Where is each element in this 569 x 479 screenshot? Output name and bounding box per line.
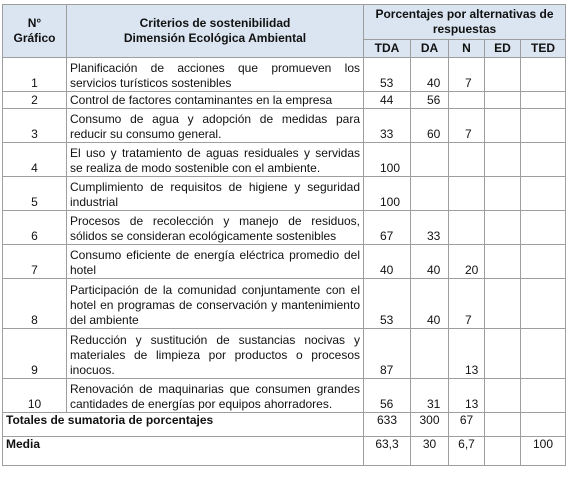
row-number: 4 <box>3 143 67 177</box>
percentage-cell <box>485 329 521 379</box>
percentage-cell <box>521 143 566 177</box>
percentage-cell: 33 <box>411 211 449 245</box>
column-header: N <box>449 40 485 58</box>
percentage-cell <box>521 92 566 109</box>
media-label: Media <box>3 437 364 466</box>
table-row <box>3 109 566 143</box>
criteria-text: Planificación de acciones que promueven los servicios turísticos sostenibles <box>67 58 364 92</box>
header-number-line2: Gráfico <box>13 31 56 45</box>
header-criteria-line2: Dimensión Ecológica Ambiental <box>123 31 307 45</box>
column-header: TED <box>521 40 566 58</box>
percentage-cell <box>485 143 521 177</box>
row-number: 8 <box>3 279 67 329</box>
table-row <box>3 58 566 92</box>
percentage-cell: 56 <box>411 92 449 109</box>
percentage-cell <box>411 177 449 211</box>
table-row <box>3 177 566 211</box>
percentage-cell <box>521 379 566 413</box>
header-number <box>3 5 67 58</box>
totals-cell: 67 <box>449 413 485 437</box>
percentage-cell: 100 <box>364 143 411 177</box>
table-row <box>3 329 566 379</box>
totals-cell: 633 <box>364 413 411 437</box>
percentage-cell <box>449 92 485 109</box>
totals-row <box>3 413 566 437</box>
criteria-text: Control de factores contaminantes en la empresa <box>67 92 364 109</box>
table-row <box>3 279 566 329</box>
row-number: 3 <box>3 109 67 143</box>
criteria-text: Consumo de agua y adopción de medidas para reducir su consumo general. <box>67 109 364 143</box>
row-number: 10 <box>3 379 67 413</box>
percentage-cell: 40 <box>364 245 411 279</box>
percentage-cell <box>449 211 485 245</box>
percentage-cell <box>485 109 521 143</box>
percentage-cell: 53 <box>364 279 411 329</box>
table-row <box>3 92 566 109</box>
media-cell <box>485 437 521 466</box>
column-header: ED <box>485 40 521 58</box>
percentage-cell <box>449 177 485 211</box>
row-number: 1 <box>3 58 67 92</box>
header-number-line1: N° <box>27 16 42 30</box>
percentage-cell: 33 <box>364 109 411 143</box>
percentage-cell: 60 <box>411 109 449 143</box>
percentage-cell: 44 <box>364 92 411 109</box>
header-criteria <box>67 5 364 58</box>
percentage-cell <box>521 109 566 143</box>
media-cell: 100 <box>521 437 566 466</box>
percentage-cell <box>485 177 521 211</box>
percentage-cell: 7 <box>449 279 485 329</box>
percentage-cell: 13 <box>449 379 485 413</box>
table-row <box>3 379 566 413</box>
criteria-text: Participación de la comunidad conjuntamente con el hotel en programas de conservación y mantenimiento del ambiente <box>67 279 364 329</box>
table-row <box>3 211 566 245</box>
percentage-cell: 40 <box>411 58 449 92</box>
percentage-cell <box>521 58 566 92</box>
row-number: 5 <box>3 177 67 211</box>
header-percentages: Porcentajes por alternativas de respuestas <box>364 5 566 40</box>
media-cell: 63,3 <box>364 437 411 466</box>
percentage-cell <box>485 279 521 329</box>
percentage-cell: 53 <box>364 58 411 92</box>
criteria-table <box>2 4 566 466</box>
percentage-cell <box>485 379 521 413</box>
totals-cell <box>521 413 566 437</box>
criteria-text: El uso y tratamiento de aguas residuales y servidas se realiza de modo sostenible con el ambiente. <box>67 143 364 177</box>
percentage-cell: 56 <box>364 379 411 413</box>
header-criteria-line1: Criterios de sostenibilidad <box>139 16 291 30</box>
percentage-cell <box>411 329 449 379</box>
percentage-cell: 7 <box>449 58 485 92</box>
percentage-cell <box>521 211 566 245</box>
percentage-cell <box>485 58 521 92</box>
criteria-text: Reducción y sustitución de sustancias nocivas y materiales de limpieza por productos o procesos inocuos. <box>67 329 364 379</box>
criteria-text: Renovación de maquinarias que consumen grandes cantidades de energías por equipos ahorradores. <box>67 379 364 413</box>
media-cell: 30 <box>411 437 449 466</box>
totals-cell: 300 <box>411 413 449 437</box>
percentage-cell: 13 <box>449 329 485 379</box>
row-number: 9 <box>3 329 67 379</box>
table-row <box>3 245 566 279</box>
percentage-cell: 67 <box>364 211 411 245</box>
column-header: DA <box>411 40 449 58</box>
percentage-cell <box>521 329 566 379</box>
percentage-cell <box>485 245 521 279</box>
percentage-cell <box>449 143 485 177</box>
criteria-text: Consumo eficiente de energía eléctrica promedio del hotel <box>67 245 364 279</box>
media-row <box>3 437 566 466</box>
percentage-cell: 31 <box>411 379 449 413</box>
percentage-cell: 20 <box>449 245 485 279</box>
percentage-cell <box>521 177 566 211</box>
percentage-cell: 100 <box>364 177 411 211</box>
percentage-cell: 40 <box>411 279 449 329</box>
row-number: 2 <box>3 92 67 109</box>
percentage-cell <box>521 279 566 329</box>
totals-cell <box>485 413 521 437</box>
totals-label: Totales de sumatoria de porcentajes <box>3 413 364 437</box>
row-number: 6 <box>3 211 67 245</box>
criteria-text: Cumplimiento de requisitos de higiene y seguridad industrial <box>67 177 364 211</box>
percentage-cell: 7 <box>449 109 485 143</box>
percentage-cell <box>521 245 566 279</box>
criteria-text: Procesos de recolección y manejo de residuos, sólidos se consideran ecológicamente sostenibles <box>67 211 364 245</box>
percentage-cell <box>411 143 449 177</box>
table-row <box>3 143 566 177</box>
percentage-cell: 87 <box>364 329 411 379</box>
percentage-cell <box>485 92 521 109</box>
media-cell: 6,7 <box>449 437 485 466</box>
percentage-cell: 40 <box>411 245 449 279</box>
row-number: 7 <box>3 245 67 279</box>
column-header: TDA <box>364 40 411 58</box>
percentage-cell <box>485 211 521 245</box>
